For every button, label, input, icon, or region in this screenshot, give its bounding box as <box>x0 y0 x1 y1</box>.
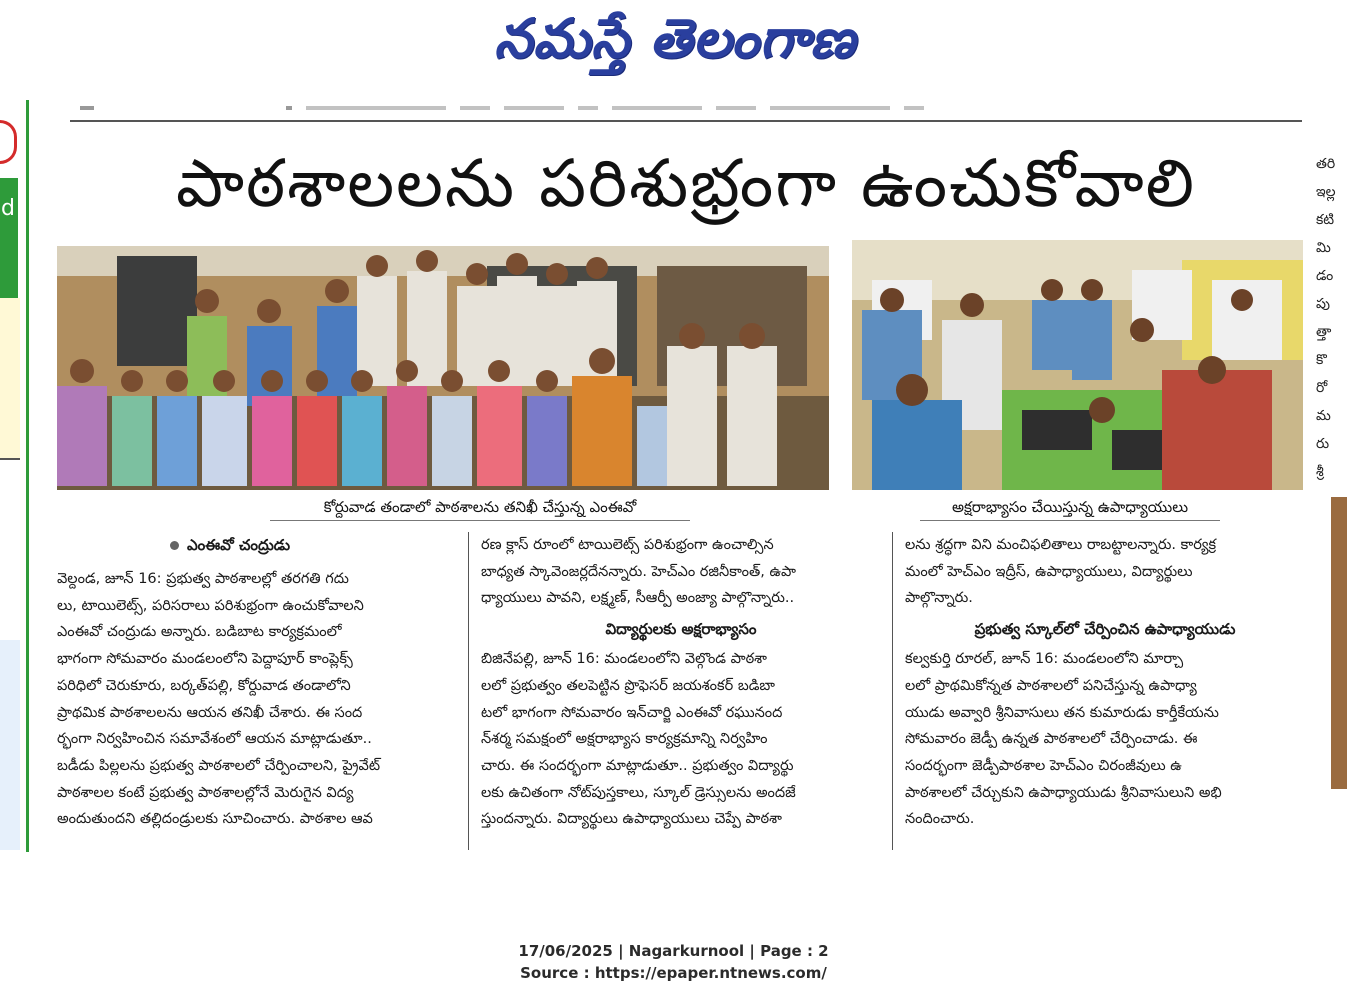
text-fragment: మి <box>1316 240 1331 256</box>
text-line: అందుతుందని తల్లిదండ్రులకు సూచించారు. పాఠశాల ఆవ <box>57 811 373 828</box>
green-box-text: d <box>1 196 15 221</box>
text-line: లను శ్రద్ధగా విని మంచిఫలితాలు రాబట్టాలన్నారు. కార్యక్ర <box>905 537 1217 553</box>
text-line: ఎంఈవో చంద్రుడు అన్నారు. బడిబాట కార్యక్రమంలో <box>57 624 342 641</box>
classroom-photo-illustration <box>852 240 1303 490</box>
adjacent-article-strip-right <box>1316 150 1347 490</box>
text-line: నందించారు. <box>905 811 975 828</box>
text-line: యుడు అవ్వారి శ్రీనివాసులు తన కుమారుడు కార్తీకేయను <box>905 704 1219 721</box>
masthead: నమస్తే తెలంగాణ <box>494 7 856 70</box>
top-rule <box>70 120 1302 122</box>
footer-date-edition: 17/06/2025 | Nagarkurnool | Page : 2 <box>518 942 829 960</box>
headline: పాఠశాలలను పరిశుభ్రంగా ఉంచుకోవాలి <box>175 145 1197 222</box>
article-column-2 <box>481 532 881 833</box>
text-line: లలో ప్రాథమికోన్నత పాఠశాలలో పనిచేస్తున్న ఉపాధ్యా <box>905 677 1197 694</box>
text-line: న్‌శర్మ సమక్షంలో అక్షరాభ్యాస కార్యక్రమాన్ని నిర్వహిం <box>481 731 768 748</box>
text-line: చారు. ఈ సందర్భంగా మాట్లాడుతూ.. ప్రభుత్వం విద్యార్థు <box>481 757 794 774</box>
photo-caption-right: అక్షరాభ్యాసం చేయిస్తున్న ఉపాధ్యాయులు <box>920 494 1220 521</box>
article-column-3 <box>905 532 1305 833</box>
text-line: స్తుందన్నారు. విద్యార్థులు ఉపాధ్యాయులు చెప్పే పాఠశా <box>481 811 782 828</box>
byline <box>170 536 290 558</box>
text-line: పాల్గొన్నారు. <box>905 590 973 607</box>
text-line: పాఠశాలలో చేర్చుకుని ఉపాధ్యాయుడు శ్రీనివాసులుని అభి <box>905 784 1222 801</box>
photo-caption-left: కోర్దువాడ తండాలో పాఠశాలను తనిఖీ చేస్తున్న ఎంఈవో <box>270 494 690 521</box>
text-line: లు, టాయిలెట్స్, పరిసరాలు పరిశుభ్రంగా ఉంచుకోవాలని <box>57 597 364 614</box>
text-fragment: శ్రీ <box>1316 464 1324 480</box>
text-line: భాగంగా సోమవారం మండలంలోని పెద్దాపూర్ కాంప్లెక్స్ <box>57 651 353 668</box>
text-line: బడీడు పిల్లలను ప్రభుత్వ పాఠశాలలో చేర్పించాలని, ప్రైవేట్ <box>57 757 381 774</box>
text-line: ప్రాథమిక పాఠశాలలను ఆయన తనిఖీ చేశారు. ఈ సంద <box>57 704 363 721</box>
text-fragment: తరి <box>1316 156 1336 172</box>
subheading: విద్యార్థులకు అక్షరాభ్యాసం <box>605 620 757 639</box>
text-line: సోమవారం జెడ్పీ ఉన్నత పాఠశాలలో చేర్పించాడు. ఈ <box>905 731 1198 748</box>
photo-school-inspection <box>57 246 829 490</box>
subheading: ప్రభుత్వ స్కూల్‌లో చేర్పించిన ఉపాధ్యాయుడు <box>974 620 1236 639</box>
green-box <box>0 178 18 298</box>
text-fragment: కటి <box>1316 212 1335 228</box>
text-line: పాఠశాలల కంటే ప్రభుత్వ పాఠశాలల్లోనే మెరుగైన విద్య <box>57 784 354 801</box>
text-fragment: రో <box>1316 380 1328 396</box>
text-fragment: త్తా <box>1316 324 1332 340</box>
text-line: ధ్యాయులు పావని, లక్ష్మణ్, సీఆర్పీ అంజ్యా పాల్గొన్నారు.. <box>481 590 795 607</box>
article-column-1 <box>57 566 455 833</box>
green-rule <box>26 100 29 852</box>
text-line: మంలో హెచ్ఎం ఇద్రీస్, ఉపాధ్యాయులు, విద్యార్థులు <box>905 563 1193 580</box>
column-divider <box>892 532 893 850</box>
yellow-box <box>0 298 20 460</box>
adjacent-article-strip-left <box>0 100 32 852</box>
bullet-icon <box>170 541 179 550</box>
text-fragment: కొ <box>1316 352 1327 368</box>
text-fragment: పు <box>1316 296 1330 312</box>
text-line: పరిధిలో చెరుకూరు, బర్కత్‌పల్లి, కోర్దువాడ తండాలోని <box>57 677 351 694</box>
text-line: కల్వకుర్తి రూరల్, జూన్ 16: మండలంలోని మార్చా <box>905 651 1184 668</box>
text-fragment: డం <box>1316 268 1334 284</box>
group-photo-illustration <box>57 246 829 490</box>
byline-text: ఎంఈవో చంద్రుడు <box>187 536 291 554</box>
blue-box <box>0 640 20 850</box>
text-fragment: రు <box>1316 436 1330 452</box>
text-line: బాధ్యత స్కావెంజర్లదేనన్నారు. హెచ్ఎం రజినీకాంత్, ఉపా <box>481 563 796 580</box>
text-line: సందర్భంగా జెడ్పీపాఠశాల హెచ్ఎం చిరంజీవులు ఉ <box>905 757 1182 774</box>
text-line: టలో భాగంగా సోమవారం ఇన్‌చార్జి ఎంఈవో రఘునంద <box>481 704 783 721</box>
text-line: లలో ప్రభుత్వం తలపెట్టిన ప్రొఫెసర్ జయశంకర్ బడిబా <box>481 677 775 694</box>
column-divider <box>468 532 469 850</box>
red-logo-fragment <box>0 120 17 164</box>
photo-aksharabhyasam <box>852 240 1303 490</box>
text-fragment: ఇల్ల <box>1316 184 1336 200</box>
footer <box>0 940 1347 984</box>
text-line: వెల్దండ, జూన్ 16: ప్రభుత్వ పాఠశాలల్లో తరగతి గదు <box>57 571 349 587</box>
text-fragment: మ <box>1316 408 1331 424</box>
cropped-text-above <box>80 98 1140 110</box>
text-line: లకు ఉచితంగా నోట్‌పుస్తకాలు, స్కూల్ డ్రెస్సులను అందజే <box>481 784 796 801</box>
adjacent-photo-fragment <box>1331 497 1347 789</box>
footer-source: Source : https://epaper.ntnews.com/ <box>520 964 827 982</box>
text-line: బిజినేపల్లి, జూన్ 16: మండలంలోని వెల్గొండ పాఠశా <box>481 651 767 668</box>
text-line: రణ క్లాస్ రూంలో టాయిలెట్స్ పరిశుభ్రంగా ఉంచాల్సిన <box>481 537 774 553</box>
text-line: ర్భంగా నిర్వహించిన సమావేశంలో ఆయన మాట్లాడుతూ.. <box>57 731 372 748</box>
